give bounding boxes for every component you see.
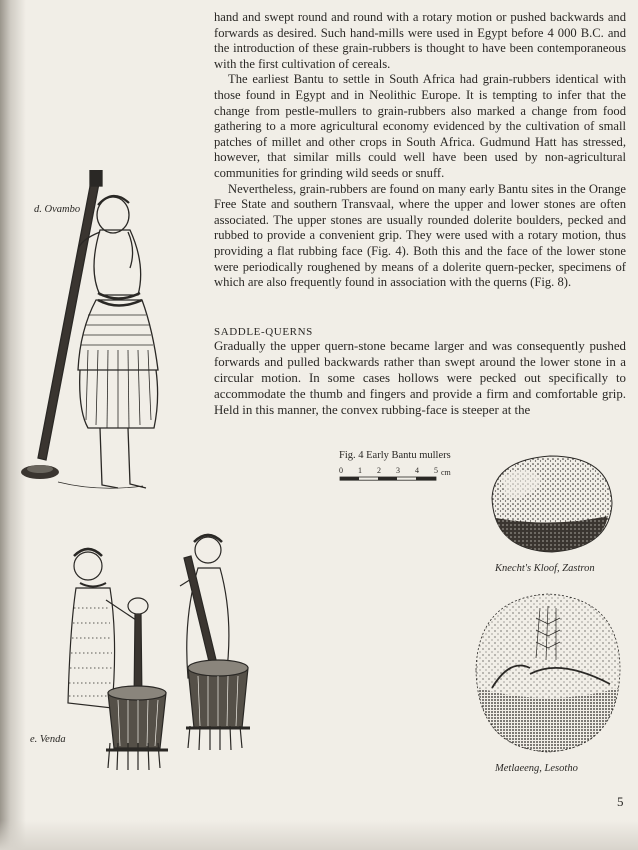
venda-women-illustration	[48, 528, 260, 778]
text-column-bottom	[214, 338, 626, 418]
scale-label-unit: cm	[441, 468, 451, 477]
paragraph-3: Nevertheless, grain-rubbers are found on many early Bantu sites in the Orange Free State and southern Transvaal, where the upper and lower stones are often associated. The upper stones are usually rounded dolerite boulders, pecked and rubbed to provide a convenient grip. They were used with a rotary motion, thus providing a flat rubbing face (Fig. 4). Both this and the face of the lower stone were periodically roughened by means of a dolerite quern-pecker, specimens of which are also frequently found in association with the querns (Fig. 8).	[214, 181, 626, 290]
scale-label-2: 2	[377, 466, 381, 475]
caption-ovambo: d. Ovambo	[34, 204, 81, 215]
scale-label-3: 3	[396, 466, 400, 475]
caption-venda: e. Venda	[30, 734, 66, 745]
page-number: 5	[617, 794, 624, 809]
page-bottom-shadow	[0, 820, 638, 850]
scale-label-0: 0	[339, 466, 343, 475]
caption-metlaeeng: Metlaeeng, Lesotho	[495, 763, 578, 774]
muller-metlaeeng-illustration	[470, 588, 626, 758]
paragraph-2: The earliest Bantu to settle in South Africa had grain-rubbers identical with those found in Egypt and in Neolithic Europe. It is tempting to infer that the change from pestle-mullers to grain-rubbers also marked a change from food gathering to a more agricultural economy evidenced by the cultivation of small patches of millet and other crops in South Africa. Gudmund Hatt has stressed, however, that similar mills could well have been used by non-agricultural communities for grinding wild seeds or snuff.	[214, 72, 626, 180]
ovambo-woman-illustration	[18, 170, 163, 500]
scale-label-5: 5	[434, 466, 438, 475]
muller-knechts-kloof-illustration	[482, 448, 620, 560]
section-heading: SADDLE-QUERNS	[214, 326, 313, 338]
scale-label-4: 4	[415, 466, 419, 475]
figure-caption: Fig. 4 Early Bantu mullers	[339, 450, 451, 461]
scale-bar	[337, 464, 467, 486]
caption-knechts-kloof: Knecht's Kloof, Zastron	[495, 563, 595, 574]
scale-label-1: 1	[358, 466, 362, 475]
paragraph-1: hand and swept round and round with a rotary motion or pushed backwards and forwards as desired. Such hand-mills were used in Egypt before 4 000 B.C. and the introduction of these grain-rubbers is thought to have been contemporaneous with the first cultivation of cereals.	[214, 10, 626, 71]
text-column-top	[214, 10, 626, 291]
paragraph-4: Gradually the upper quern-stone became larger and was consequently pushed forwards and pulled backwards rather than swept around the lower stone in a circular motion. In some cases hollows were pecked out specifically to accommodate the thumb and fingers and provide a firm and comfortable grip. Held in this manner, the convex rubbing-face is steeper at the	[214, 339, 626, 417]
